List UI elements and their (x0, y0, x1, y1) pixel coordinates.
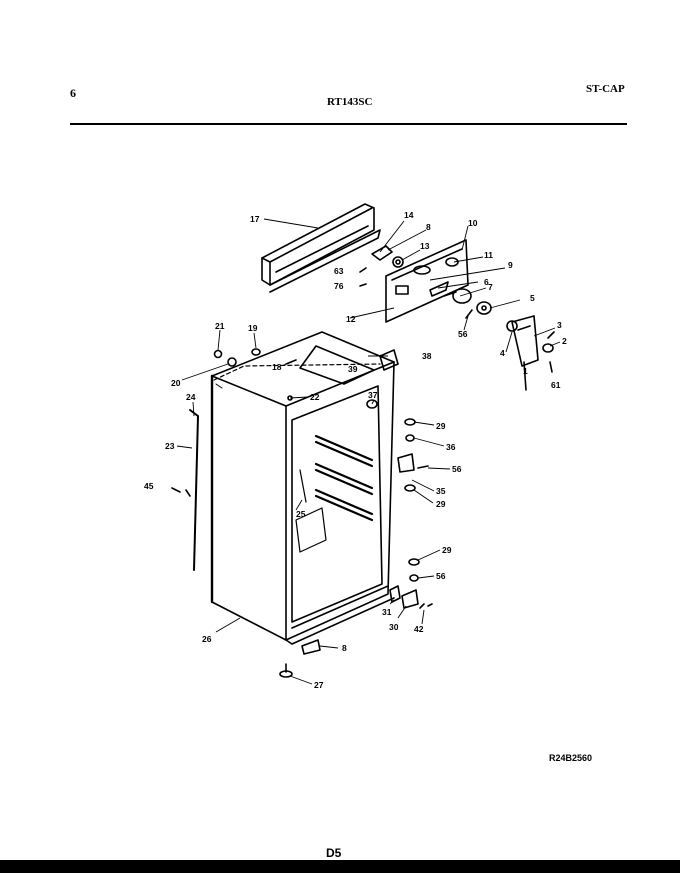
callout-label: 35 (436, 486, 446, 496)
drawing-code: R24B2560 (549, 753, 593, 763)
callout-label: 24 (186, 392, 196, 402)
callout-label: 8 (342, 643, 347, 653)
callout-label: 29 (436, 421, 446, 431)
callout-labels (144, 210, 567, 690)
callout-label: 18 (272, 362, 282, 372)
left-side-parts (172, 349, 296, 570)
callout-label: 10 (468, 218, 478, 228)
callout-label: 76 (334, 281, 344, 291)
callout-label: 5 (530, 293, 535, 303)
callout-label: 56 (458, 329, 468, 339)
callout-label: 8 (426, 222, 431, 232)
right-side-parts (367, 350, 432, 608)
callout-label: 7 (488, 282, 493, 292)
control-panel-part (386, 240, 468, 322)
callout-label: 61 (551, 380, 561, 390)
callout-label: 25 (296, 509, 306, 519)
bottom-parts (280, 640, 320, 677)
callout-label: 36 (446, 442, 456, 452)
page-number: 6 (70, 86, 76, 100)
page-code: D5 (326, 846, 342, 860)
callout-label: 6 (484, 277, 489, 287)
callout-label: 1 (523, 366, 528, 376)
top-shroud-part (262, 204, 380, 292)
callout-label: 30 (389, 622, 399, 632)
light-switch-bracket (507, 316, 554, 390)
callout-label: 37 (368, 390, 378, 400)
callout-label: 45 (144, 481, 154, 491)
callout-label: 63 (334, 266, 344, 276)
callout-label: 38 (422, 351, 432, 361)
callout-label: 19 (248, 323, 258, 333)
model-number: RT143SC (327, 96, 373, 108)
callout-label: 14 (404, 210, 414, 220)
callout-label: 42 (414, 624, 424, 634)
callout-label: 29 (436, 499, 446, 509)
callout-label: 20 (171, 378, 181, 388)
callout-label: 56 (452, 464, 462, 474)
callout-label: 17 (250, 214, 260, 224)
callout-label: 2 (562, 336, 567, 346)
callout-label: 4 (500, 348, 505, 358)
callout-label: 56 (436, 571, 446, 581)
refrigerator-cabinet (212, 332, 394, 644)
callout-label: 11 (484, 250, 493, 260)
callout-label: 23 (165, 441, 175, 451)
callout-label: 31 (382, 607, 392, 617)
callout-label: 12 (346, 314, 356, 324)
callout-label: 26 (202, 634, 212, 644)
callout-label: 9 (508, 260, 513, 270)
bracket-parts (360, 246, 403, 286)
callout-label: 13 (420, 241, 430, 251)
callout-label: 21 (215, 321, 225, 331)
callout-label: 29 (442, 545, 452, 555)
callout-label: 27 (314, 680, 324, 690)
callout-label: 39 (348, 364, 358, 374)
section-code: ST-CAP (586, 83, 625, 95)
callout-label: 3 (557, 320, 562, 330)
callout-label: 22 (310, 392, 320, 402)
